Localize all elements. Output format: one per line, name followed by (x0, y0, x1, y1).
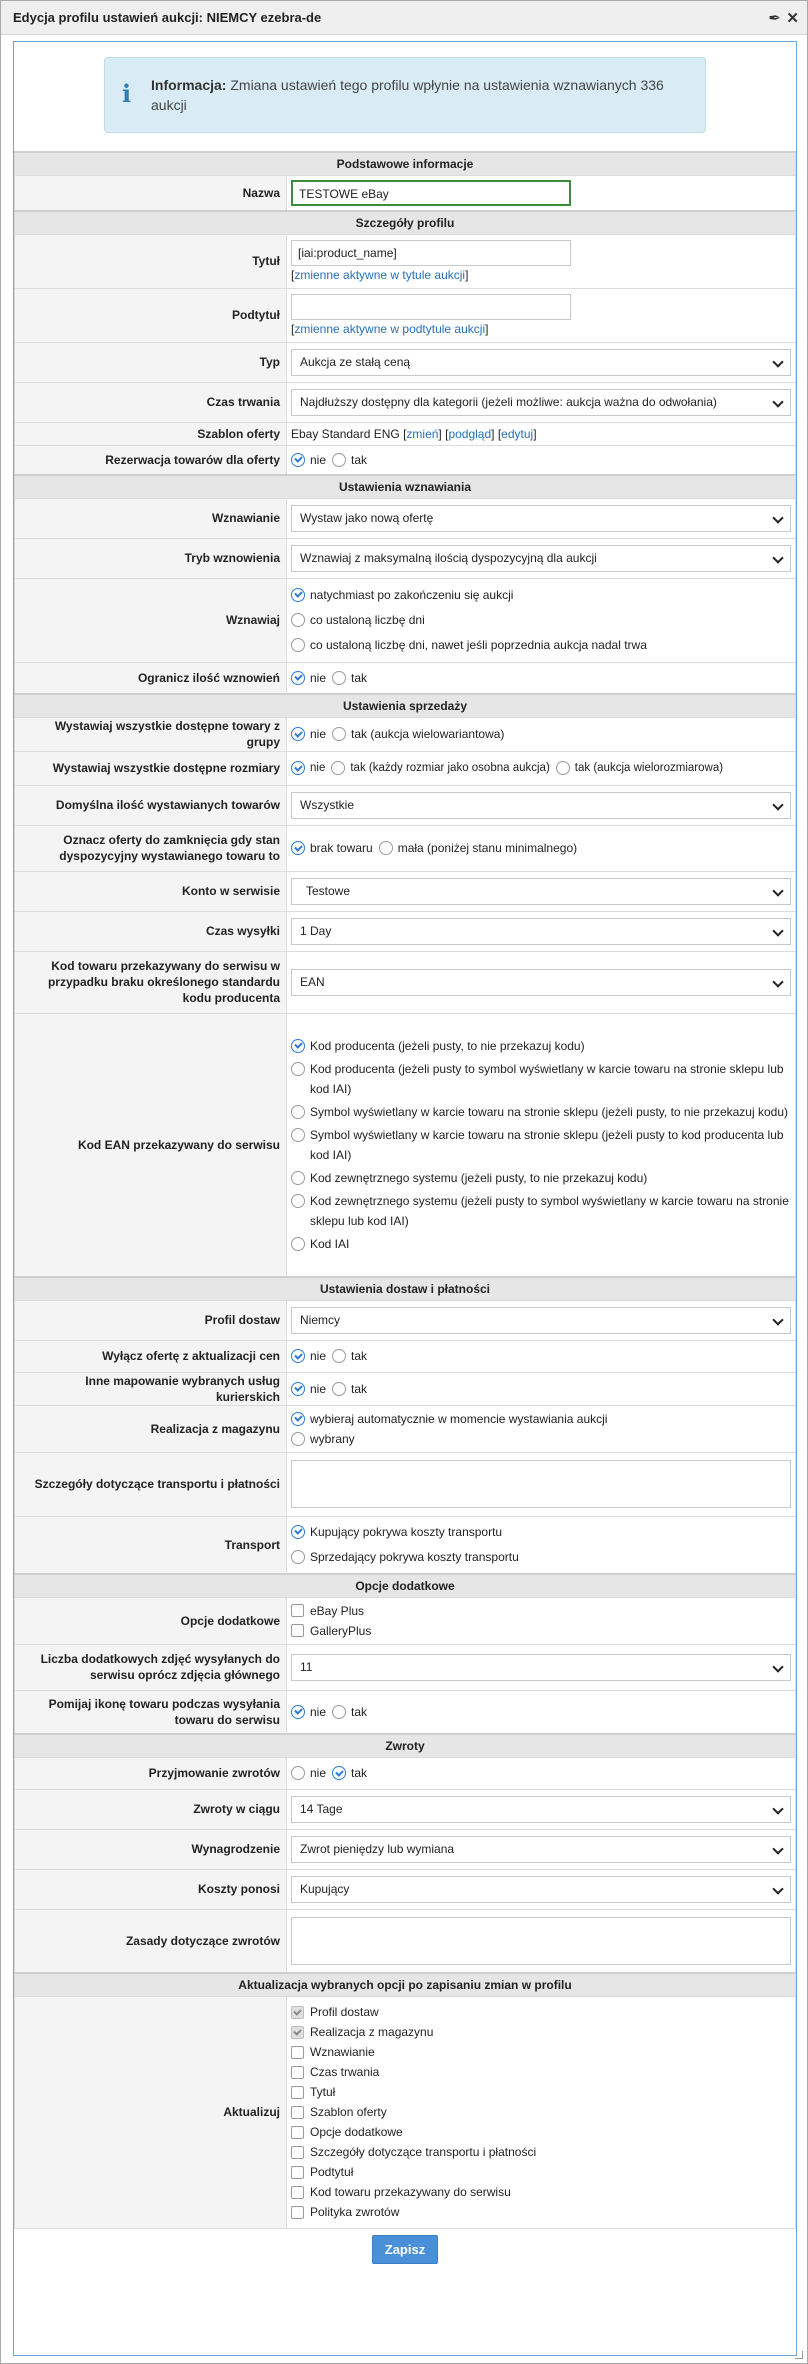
typ-select[interactable]: Aukcja ze stałą ceną (291, 349, 791, 376)
ogranicz-nie-radio[interactable] (291, 671, 305, 685)
ogranicz-label: Ogranicz ilość wznowień (15, 662, 287, 694)
czas-label: Czas trwania (15, 382, 287, 422)
domyslna-select[interactable]: Wszystkie (291, 792, 791, 819)
mapowanie-nie-radio[interactable] (291, 1382, 305, 1396)
dialog-content[interactable] (13, 41, 797, 2356)
ebay-plus-checkbox[interactable] (291, 1604, 304, 1617)
grupy-nie-radio[interactable] (291, 727, 305, 741)
section-sales: Ustawienia sprzedaży (15, 694, 796, 717)
rozmiary-tak-osobna-radio[interactable] (331, 761, 345, 775)
rozmiary-label: Wystawiaj wszystkie dostępne rozmiary (15, 751, 287, 785)
tytul-input[interactable]: [iai:product_name] (291, 240, 571, 266)
close-icon[interactable]: ✕ (786, 10, 799, 27)
ogranicz-tak-radio[interactable] (332, 671, 346, 685)
wznawiaj-option-3[interactable] (291, 638, 305, 652)
ean-label: Kod EAN przekazywany do serwisu (15, 1013, 287, 1277)
tytul-variables-link[interactable]: zmienne aktywne w tytule aukcji (294, 268, 466, 282)
pin-icon[interactable]: ✒ (768, 10, 781, 27)
info-label: Informacja: (151, 77, 227, 93)
resize-handle[interactable] (795, 2351, 803, 2359)
update-szczegoly-checkbox[interactable] (291, 2146, 304, 2159)
oznacz-mala-radio[interactable] (379, 841, 393, 855)
tryb-select[interactable]: Wznawiaj z maksymalną ilością dyspozycyjną dla aukcji (291, 545, 791, 572)
zdjecia-label: Liczba dodatkowych zdjęć wysyłanych do serwisu oprócz zdjęcia głównego (15, 1644, 287, 1690)
wznawiaj-label: Wznawiaj (15, 578, 287, 662)
section-resume: Ustawienia wznawiania (15, 475, 796, 498)
section-returns: Zwroty (15, 1734, 796, 1757)
ean-option-6[interactable] (291, 1194, 305, 1208)
transport-sprzedajacy-radio[interactable] (291, 1550, 305, 1564)
ean-option-2[interactable] (291, 1062, 305, 1076)
czas-select[interactable]: Najdłuższy dostępny dla kategorii (jeżeli możliwe: aukcja ważna do odwołania) (291, 389, 791, 416)
ean-option-5[interactable] (291, 1171, 305, 1185)
pomijaj-label: Pomijaj ikonę towaru podczas wysyłania towaru do serwisu (15, 1690, 287, 1734)
update-opcje-checkbox[interactable] (291, 2126, 304, 2139)
pomijaj-nie-radio[interactable] (291, 1705, 305, 1719)
update-kod-towaru-checkbox[interactable] (291, 2186, 304, 2199)
koszty-select[interactable]: Kupujący (291, 1876, 791, 1903)
wynagrodzenie-select[interactable]: Zwrot pieniędzy lub wymiana (291, 1836, 791, 1863)
ean-option-7[interactable] (291, 1237, 305, 1251)
wznawiaj-option-2[interactable] (291, 613, 305, 627)
zasady-label: Zasady dotyczące zwrotów (15, 1909, 287, 1973)
wznawiaj-option-1[interactable] (291, 588, 305, 602)
oznacz-label: Oznacz oferty do zamknięcia gdy stan dyspozycyjny wystawianego towaru to (15, 825, 287, 871)
profil-select[interactable]: Niemcy (291, 1307, 791, 1334)
update-realizacja-checkbox[interactable] (291, 2026, 304, 2039)
pomijaj-tak-radio[interactable] (332, 1705, 346, 1719)
section-update: Aktualizacja wybranych opcji po zapisaniu zmian w profilu (15, 1973, 796, 1996)
realizacja-auto-radio[interactable] (291, 1412, 305, 1426)
grupy-tak-radio[interactable] (332, 727, 346, 741)
rezerwacja-tak-radio[interactable] (332, 453, 346, 467)
domyslna-label: Domyślna ilość wystawianych towarów (15, 785, 287, 825)
przyjmowanie-nie-radio[interactable] (291, 1766, 305, 1780)
button-row (14, 2229, 796, 2271)
wylacz-nie-radio[interactable] (291, 1349, 305, 1363)
realizacja-label: Realizacja z magazynu (15, 1405, 287, 1452)
kodtowaru-label: Kod towaru przekazywany do serwisu w przypadku braku określonego standardu kodu producenta (15, 951, 287, 1013)
wysylka-select[interactable]: 1 Day (291, 918, 791, 945)
szczegoly-label: Szczegóły dotyczące transportu i płatności (15, 1452, 287, 1516)
dialog-titlebar[interactable] (1, 1, 807, 35)
form-table: Podstawowe informacje Nazwa TESTOWE eBay Szczegóły profilu Tytuł [iai:product_name] [zmienne aktywne w tytule aukcji] Podtytuł [zmienne aktywne w podtytule aukcji] Typ Aukcja ze stałą ceną Czas trwania Najdłuższy dostępny dla kategorii (jeżeli możliwe: aukcja ważna do odwołania) Szablon oferty Ebay Standard ENG [zmień] [podgląd] [edytuj] Rezerwacja towarów dla oferty nie tak Ustawienia wznawiania Wznawianie Wystaw jako nową ofertę Tryb wznowienia Wznawiaj z maksymalną ilością dyspozycyjną dla aukcji Wznawiaj natychmiast po zakończeniu się aukcji co ustaloną liczbę dni co ustaloną liczbę dni, nawet jeśli poprzednia aukcja nadal trwa Ogranicz ilość wznowień nie tak Ustawienia sprzedaży Wystawiaj wszystkie dostępne towary z grupy nie tak (aukcja wielowariantowa) Wystawiaj wszystkie dostępne rozmiary nie tak (każdy rozmiar jako osobna aukcja) tak (aukcja wielorozmiarowa) Domyślna ilość wystawianych towarów Wszystkie Oznacz oferty do zamknięcia gdy stan dyspozycyjny wystawianego towaru to brak towaru mała (poniżej stanu minimalnego) Konto w serwisie Testowe Czas wysyłki 1 Day Kod towaru przekazywany do serwisu w przypadku braku określonego standardu kodu producenta EAN Kod EAN przekazywany do serwisu Kod producenta (jeżeli pusty, to nie przekazuj kodu) Kod producenta (jeżeli pusty to symbol wyświetlany w karcie towaru na stronie sklepu lub kod IAI) Symbol wyświetlany w karcie towaru na stronie sklepu (jeżeli pusty, to nie przekazuj kodu) Symbol wyświetlany w karcie towaru na stronie sklepu (jeżeli pusty to kod producenta lub kod IAI) Kod zewnętrznego systemu (jeżeli pusty, to nie przekazuj kodu) Kod zewnętrznego systemu (jeżeli pusty to symbol wyświetlany w karcie towaru na stronie sklepu lub kod IAI) Kod IAI Ustawienia dostaw i płatności Profil dostaw Niemcy Wyłącz ofertę z aktualizacji cen nie tak Inne mapowanie wybranych usług kurierskich nie tak Realizacja z magazynu wybieraj automatycznie w momencie wystawiania aukcji wybrany Szczegóły dotyczące transportu i płatności Transport Kupujący pokrywa koszty transportu Sprzedający pokrywa koszty transportu Opcje dodatkowe Opcje dodatkowe eBay Plus GalleryPlus Liczba dodatkowych zdjęć wysyłanych do serwisu oprócz zdjęcia głównego 11 Pomijaj ikonę towaru podczas wysyłania towaru do serwisu nie tak Zwroty Przyjmowanie zwrotów nie tak Zwroty w ciągu 14 Tage Wynagrodzenie Zwrot pieniędzy lub wymiana Koszty ponosi Kupujący Zasady dotyczące zwrotów Aktualizacja wybranych opcji po zapisaniu zmian w profilu Aktualizuj Profil dostaw Realizacja z magazynu Wznawianie Czas trwania Tytuł Szablon oferty Opcje dodatkowe Szczegóły dotyczące transportu i płatności Podtytuł Kod towaru przekazywany do serwisu Polityka zwrotów (14, 151, 796, 2229)
szczegoly-textarea[interactable] (291, 1460, 791, 1508)
update-tytul-checkbox[interactable] (291, 2086, 304, 2099)
konto-select[interactable]: Testowe (291, 878, 791, 905)
konto-label: Konto w serwisie (15, 871, 287, 911)
rezerwacja-nie-radio[interactable] (291, 453, 305, 467)
przyjmowanie-label: Przyjmowanie zwrotów (15, 1757, 287, 1789)
mapowanie-tak-radio[interactable] (332, 1382, 346, 1396)
transport-kupujacy-radio[interactable] (291, 1525, 305, 1539)
update-czas-trwania-checkbox[interactable] (291, 2066, 304, 2079)
wylacz-label: Wyłącz ofertę z aktualizacji cen (15, 1340, 287, 1372)
kodtowaru-select[interactable]: EAN (291, 969, 791, 996)
rozmiary-tak-wielo-radio[interactable] (556, 761, 570, 775)
szablon-edit-link[interactable]: edytuj (501, 426, 534, 441)
szablon-preview-link[interactable]: podgląd (448, 426, 492, 441)
wysylka-label: Czas wysyłki (15, 911, 287, 951)
wynagrodzenie-label: Wynagrodzenie (15, 1829, 287, 1869)
wznawianie-label: Wznawianie (15, 498, 287, 538)
info-text: Zmiana ustawień tego profilu wpłynie na ustawienia wznawianych 336 aukcji (151, 77, 664, 113)
save-button[interactable]: Zapisz (372, 2235, 438, 2264)
oznacz-brak-radio[interactable] (291, 841, 305, 855)
mapowanie-label: Inne mapowanie wybranych usług kurierskich (15, 1372, 287, 1405)
typ-label: Typ (15, 342, 287, 382)
update-podtytul-checkbox[interactable] (291, 2166, 304, 2179)
dialog-title: Edycja profilu ustawień aukcji: NIEMCY ezebra-de (13, 10, 322, 25)
wciagu-select[interactable]: 14 Tage (291, 1796, 791, 1823)
realizacja-wybrany-radio[interactable] (291, 1432, 305, 1446)
zdjecia-select[interactable]: 11 (291, 1654, 791, 1681)
info-icon: i (122, 79, 132, 108)
ean-option-4[interactable] (291, 1128, 305, 1142)
rezerwacja-label: Rezerwacja towarów dla oferty (15, 445, 287, 475)
tytul-label: Tytuł (15, 234, 287, 288)
nazwa-input[interactable]: TESTOWE eBay (291, 180, 571, 206)
grupy-label: Wystawiaj wszystkie dostępne towary z grupy (15, 717, 287, 751)
profil-label: Profil dostaw (15, 1300, 287, 1340)
zasady-textarea[interactable] (291, 1917, 791, 1965)
wciagu-label: Zwroty w ciągu (15, 1789, 287, 1829)
update-profil-dostaw-checkbox[interactable] (291, 2006, 304, 2019)
info-box (104, 57, 706, 133)
koszty-label: Koszty ponosi (15, 1869, 287, 1909)
aktualizuj-label: Aktualizuj (15, 1996, 287, 2228)
podtytul-input[interactable] (291, 294, 571, 320)
section-delivery: Ustawienia dostaw i płatności (15, 1277, 796, 1300)
transport-label: Transport (15, 1516, 287, 1574)
szablon-change-link[interactable]: zmień (406, 426, 439, 441)
szablon-label: Szablon oferty (15, 422, 287, 445)
wznawianie-select[interactable]: Wystaw jako nową ofertę (291, 505, 791, 532)
tryb-label: Tryb wznowienia (15, 538, 287, 578)
section-extra: Opcje dodatkowe (15, 1574, 796, 1597)
opcje-label: Opcje dodatkowe (15, 1597, 287, 1644)
szablon-value: Ebay Standard ENG (291, 426, 400, 441)
update-wznawianie-checkbox[interactable] (291, 2046, 304, 2059)
ean-option-3[interactable] (291, 1105, 305, 1119)
galleryplus-checkbox[interactable] (291, 1624, 304, 1637)
wylacz-tak-radio[interactable] (332, 1349, 346, 1363)
nazwa-label: Nazwa (15, 175, 287, 211)
podtytul-label: Podtytuł (15, 288, 287, 342)
update-szablon-checkbox[interactable] (291, 2106, 304, 2119)
update-polityka-checkbox[interactable] (291, 2206, 304, 2219)
podtytul-variables-link[interactable]: zmienne aktywne w podtytule aukcji (294, 322, 486, 336)
rozmiary-nie-radio[interactable] (291, 761, 305, 775)
ean-option-1[interactable] (291, 1039, 305, 1053)
przyjmowanie-tak-radio[interactable] (332, 1766, 346, 1780)
section-profile: Szczegóły profilu (15, 211, 796, 234)
section-basic: Podstawowe informacje (15, 152, 796, 175)
